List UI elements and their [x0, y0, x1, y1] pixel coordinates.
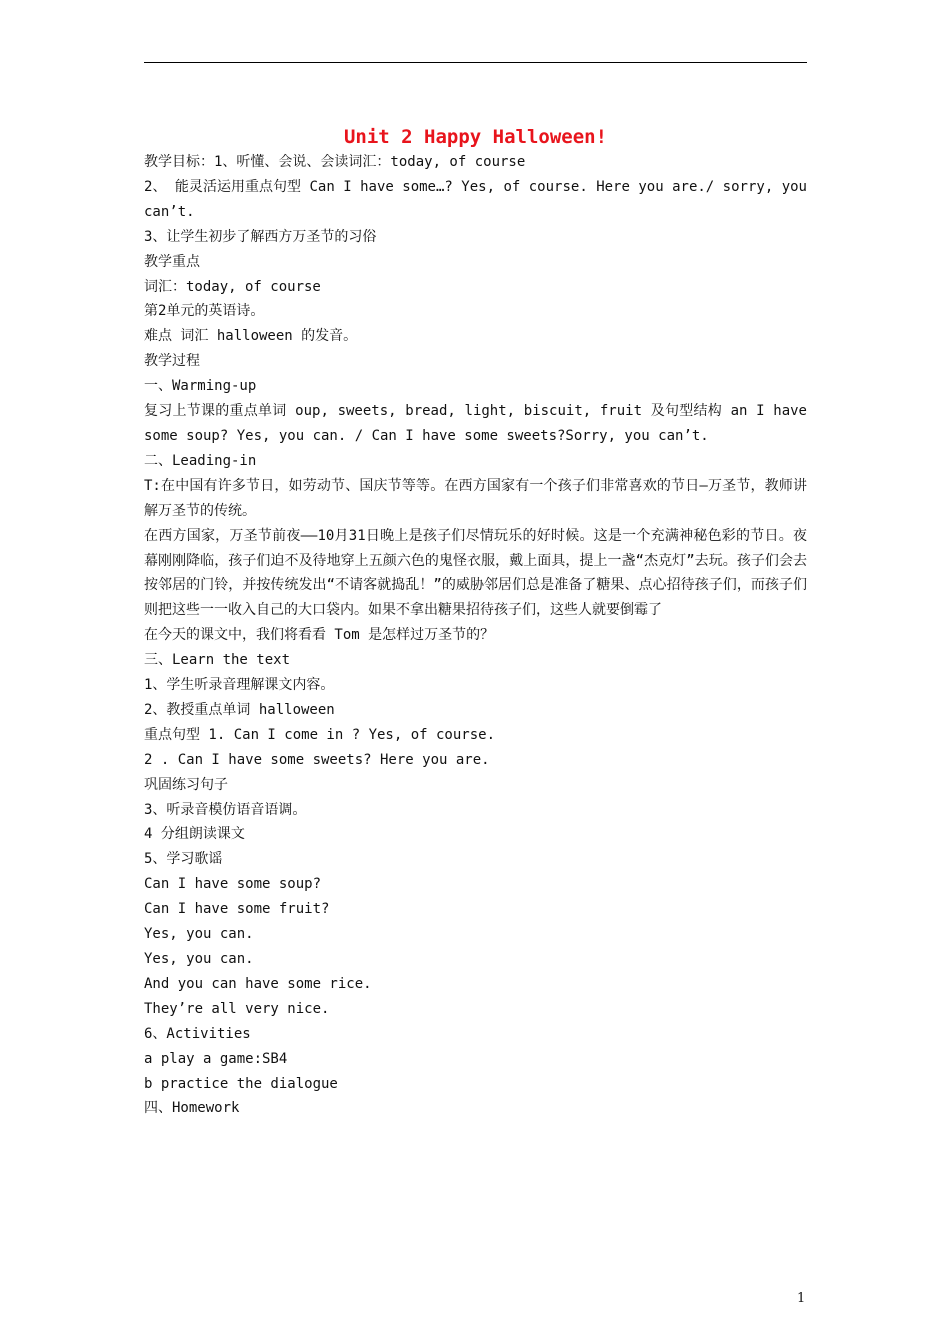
section-heading: 教学重点 [144, 253, 200, 270]
text-line: 5、学习歌谣 [144, 851, 223, 868]
chant-line: Yes, you can. [144, 951, 254, 967]
text-line: T:在中国有许多节日，如劳动节、国庆节等等。在西方国家有一个孩子们非常喜欢的节日—万圣节，教师讲解万圣节的传统。 [144, 477, 807, 519]
text-line: 1、学生听录音理解课文内容。 [144, 677, 335, 694]
section-heading: 二、Leading-in [144, 452, 257, 469]
text-line: 词汇：today, of course [144, 278, 321, 295]
chant-line: Can I have some soup? [144, 876, 322, 893]
text-line: 3、听录音模仿语音语调。 [144, 801, 307, 818]
chant-line: And you can have some rice. [144, 975, 372, 992]
section-heading: 教学过程 [144, 353, 200, 370]
text-line: 2、教授重点单词 halloween [144, 701, 335, 718]
document-body [144, 150, 807, 1121]
text-line: 2、 能灵活运用重点句型 Can I have some…? Yes, of course. Here you are./ sorry, you can’t. [144, 178, 807, 220]
text-line: 巩固练习句子 [144, 776, 228, 793]
text-line: 4 分组朗读课文 [144, 826, 245, 843]
section-heading: 一、Warming-up [144, 378, 257, 395]
text-line: 第2单元的英语诗。 [144, 303, 265, 320]
text-line: 重点句型 1. Can I come in ? Yes, of course. [144, 726, 496, 743]
text-line: 6、Activities [144, 1025, 251, 1042]
text-line: 3、让学生初步了解西方万圣节的习俗 [144, 228, 377, 245]
page-number: 1 [797, 1291, 806, 1306]
header-rule [144, 62, 807, 63]
chant-line: Yes, you can. [144, 926, 254, 943]
text-line: 教学目标：1、听懂、会说、会读词汇：today, of course [144, 154, 526, 170]
text-line: 2 . Can I have some sweets? Here you are. [144, 751, 490, 768]
page-title: Unit 2 Happy Halloween! [343, 126, 608, 148]
text-line: 复习上节课的重点单词 oup, sweets, bread, light, biscuit, fruit 及句型结构 an I have some soup? Yes, you can. / Can I have some sweets?Sorry, you can’t. [144, 403, 807, 444]
text-line: a play a game:SB4 [144, 1050, 288, 1067]
text-line: 难点 词汇 halloween 的发音。 [144, 328, 358, 345]
section-heading: 四、Homework [144, 1100, 240, 1117]
text-line: 在今天的课文中，我们将看看 Tom 是怎样过万圣节的？ [144, 627, 495, 644]
chant-line: Can I have some fruit? [144, 901, 330, 918]
section-heading: 三、Learn the text [144, 652, 291, 669]
paragraph: 在西方国家，万圣节前夜——10月31日晚上是孩子们尽情玩乐的好时候。这是一个充满神秘色彩的节日。夜幕刚刚降临，孩子们迫不及待地穿上五颜六色的鬼怪衣服，戴上面具，提上一盏“杰克灯”去玩。孩子们会去按邻居的门铃，并按传统发出“不请客就捣乱！”的威胁邻居们总是准备了糖果、点心招待孩子们，而孩子们则把这些一一收入自己的大口袋内。如果不拿出糖果招待孩子们，这些人就要倒霉了 [144, 527, 807, 619]
chant-line: They’re all very nice. [144, 1000, 330, 1017]
text-line: b practice the dialogue [144, 1075, 338, 1092]
